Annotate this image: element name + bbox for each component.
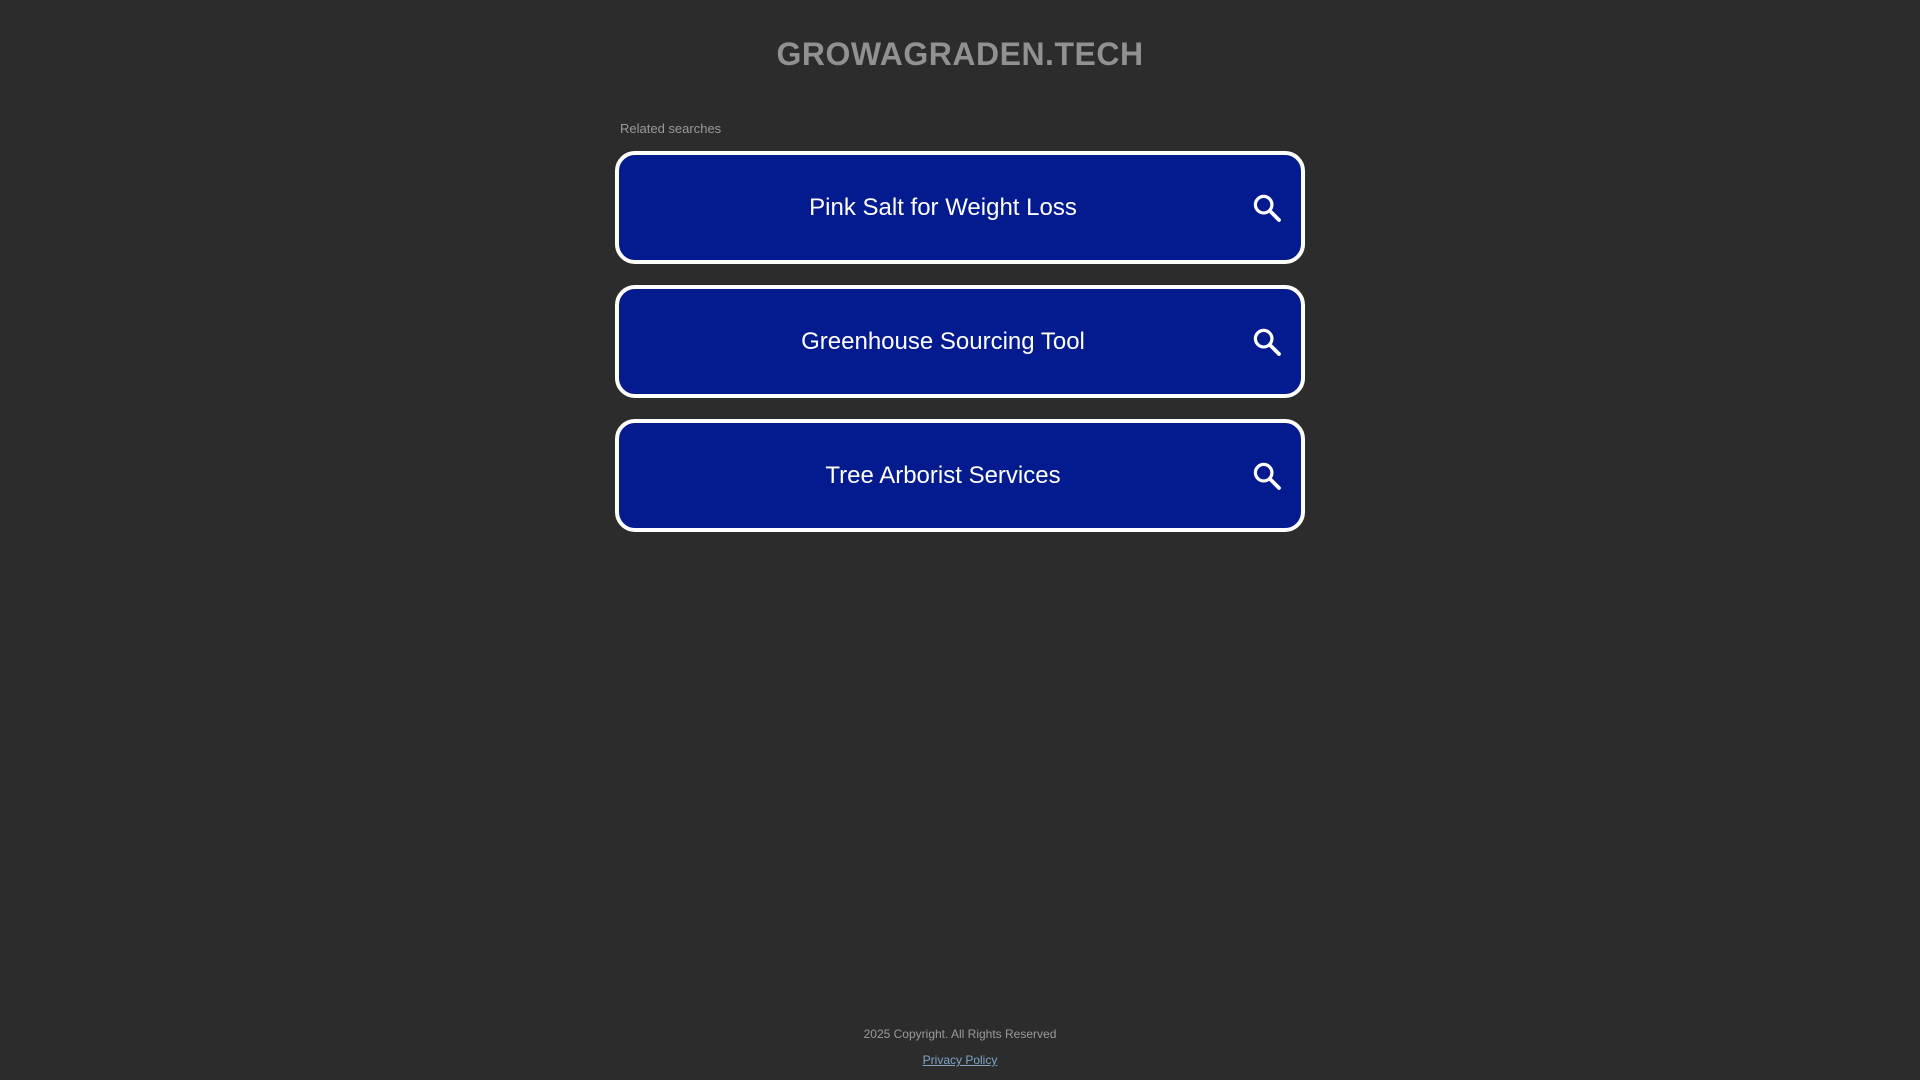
- site-title: GROWAGRADEN.TECH: [776, 36, 1144, 72]
- related-search-label: Pink Salt for Weight Loss: [809, 193, 1077, 221]
- search-icon: [1251, 192, 1283, 224]
- related-search-pink-salt[interactable]: [615, 151, 1305, 264]
- copyright-text: 2025 Copyright. All Rights Reserved: [863, 1027, 1057, 1041]
- privacy-policy-link[interactable]: Privacy Policy: [922, 1053, 998, 1067]
- search-icon: [1251, 326, 1283, 358]
- related-search-label: Greenhouse Sourcing Tool: [801, 327, 1085, 355]
- related-searches-list: [615, 151, 1305, 553]
- footer: [0, 1027, 1920, 1069]
- related-searches-label: Related searches: [620, 121, 722, 136]
- related-search-label: Tree Arborist Services: [825, 461, 1061, 489]
- related-search-greenhouse[interactable]: [615, 285, 1305, 398]
- search-icon: [1251, 460, 1283, 492]
- related-search-tree-arborist[interactable]: [615, 419, 1305, 532]
